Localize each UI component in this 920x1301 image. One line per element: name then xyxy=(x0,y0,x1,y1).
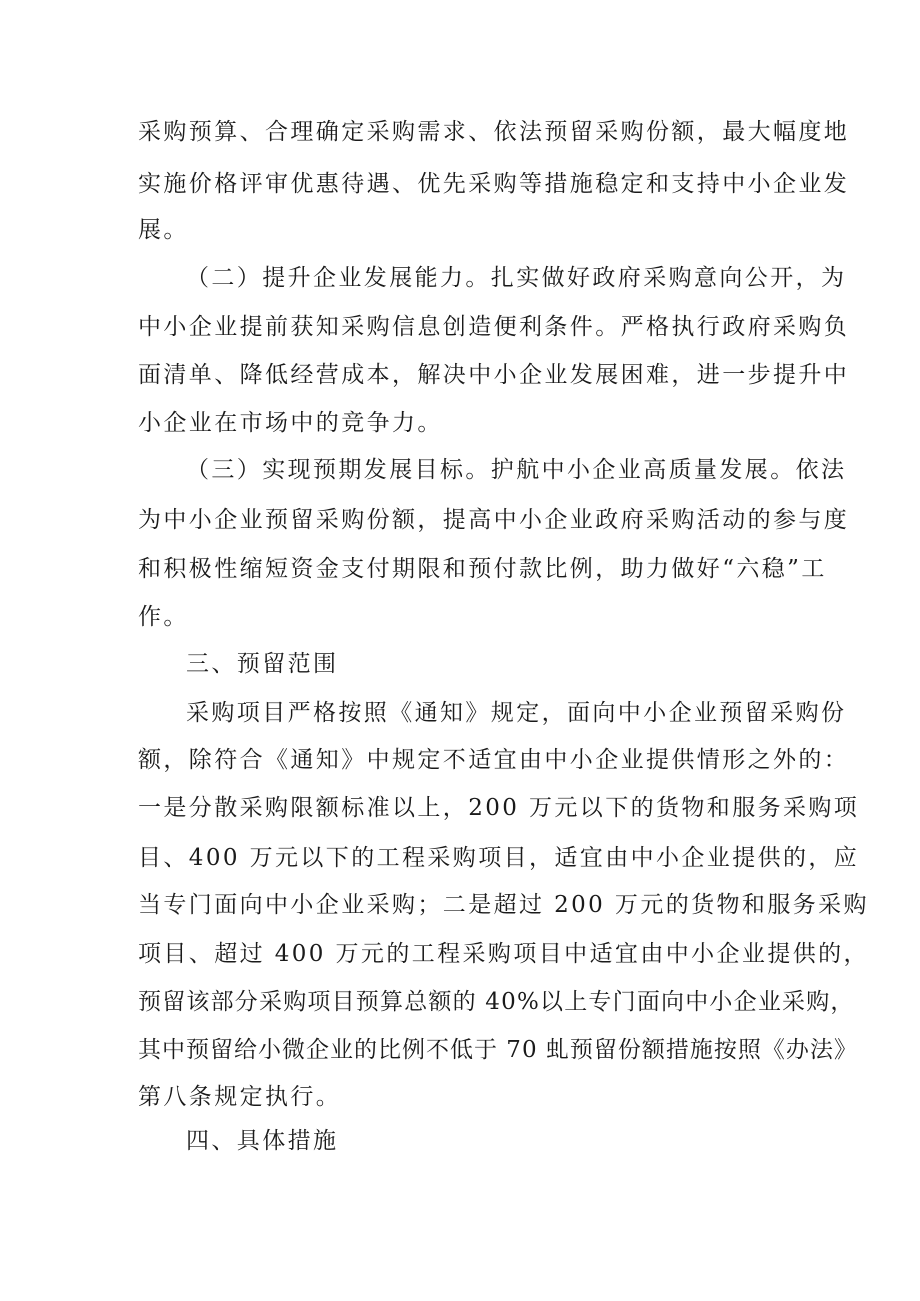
paragraph-line: 采购预算、合理确定采购需求、依法预留采购份额，最大幅度地 xyxy=(138,119,850,145)
paragraph-line: 第八条规定执行。 xyxy=(138,1084,342,1110)
paragraph-line: 面清单、降低经营成本，解决中小企业发展困难，进一步提升中 xyxy=(138,362,850,388)
paragraph-line: 当专门面向中小企业采购；二是超过 200 万元的货物和服务采购 xyxy=(138,892,869,918)
paragraph-line: 小企业在市场中的竞争力。 xyxy=(138,410,443,436)
section-heading: 四、具体措施 xyxy=(186,1128,339,1154)
paragraph-line: 中小企业提前获知采购信息创造便利条件。严格执行政府采购负 xyxy=(138,314,850,340)
paragraph-line: 作。 xyxy=(138,604,189,630)
paragraph-line: 展。 xyxy=(138,217,189,243)
paragraph-line: 额，除符合《通知》中规定不适宜由中小企业提供情形之外的： xyxy=(138,747,850,773)
paragraph-first-line: （三）实现预期发展目标。护航中小企业高质量发展。依法 xyxy=(186,457,847,483)
paragraph-line: 项目、超过 400 万元的工程采购项目中适宜由中小企业提供的， xyxy=(138,941,869,967)
paragraph-line: 实施价格评审优惠待遇、优先采购等措施稳定和支持中小企业发 xyxy=(138,171,850,197)
paragraph-first-line: 采购项目严格按照《通知》规定，面向中小企业预留采购份 xyxy=(186,700,847,726)
paragraph-line: 其中预留给小微企业的比例不低于 70 虬预留份额措施按照《办法》 xyxy=(138,1037,858,1063)
section-heading: 三、预留范围 xyxy=(186,651,339,677)
paragraph-line: 为中小企业预留采购份额，提高中小企业政府采购活动的参与度 xyxy=(138,507,850,533)
paragraph-line: 一是分散采购限额标准以上，200 万元以下的货物和服务采购项 xyxy=(138,795,860,821)
paragraph-line: 和积极性缩短资金支付期限和预付款比例，助力做好“六稳”工 xyxy=(138,556,827,582)
paragraph-first-line: （二）提升企业发展能力。扎实做好政府采购意向公开，为 xyxy=(186,265,847,291)
paragraph-line: 预留该部分采购项目预算总额的 40%以上专门面向中小企业采购， xyxy=(138,989,855,1015)
paragraph-line: 目、400 万元以下的工程采购项目，适宜由中小企业提供的，应 xyxy=(138,845,860,871)
